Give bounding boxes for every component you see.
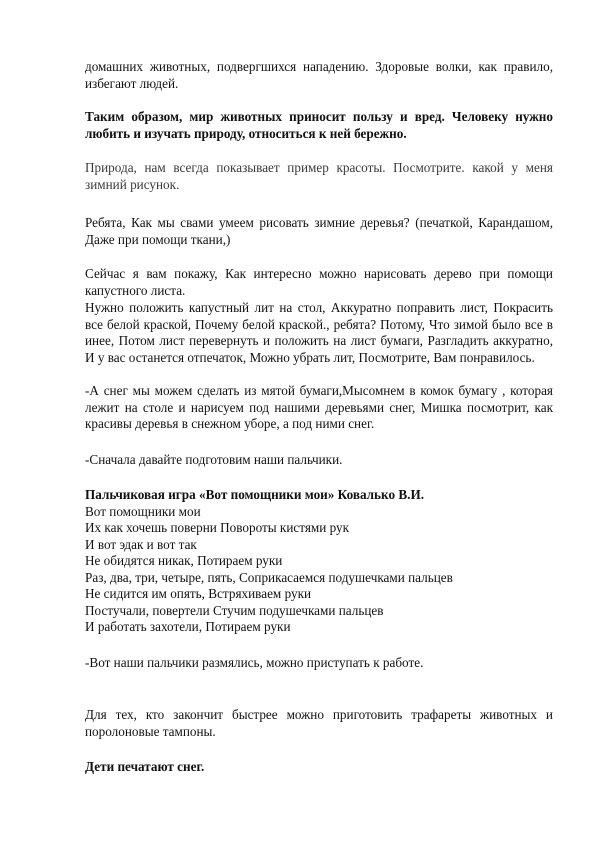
paragraph-drawing-question: Ребята, Как мы свами умеем рисовать зимние деревья? (печаткой, Карандашом, Даже при помощи ткани,): [85, 215, 553, 247]
paragraph-cabbage-intro: Сейчас я вам покажу, Как интересно можно нарисовать дерево при помощи капустного листа.: [85, 266, 553, 298]
finger-game-line: И работать захотели, Потираем руки: [85, 619, 291, 634]
paragraph-conclusion: Таким образом, мир животных приносит пользу и вред. Человеку нужно любить и изучать природу, относиться к ней бережно.: [85, 109, 553, 141]
finger-game-line: Вот помощники мои: [85, 503, 201, 519]
finger-game-line: Их как хочешь поверни Повороты кистями рук: [85, 520, 350, 535]
paragraph-faster-stencils: Для тех, кто закончит быстрее можно приготовить трафареты животных и поролоновые тампоны.: [85, 707, 553, 739]
paragraph-snow-paper: -А снег мы можем сделать из мятой бумаги,Мысомнем в комок бумагу , которая лежит на столе и нарисуем под нашими деревьями снег, Мишка посмотрит, как красивы деревья в снежном уборе, а под ними снег.: [85, 383, 553, 431]
finger-game-title: Пальчиковая игра «Вот помощники мои» Ковалько В.И.: [85, 487, 424, 502]
finger-game-section: [85, 487, 553, 636]
paragraph-cabbage-steps: Нужно положить капустный лит на стол, Аккуратно поправить лист, Покрасить все белой краской, Почему белой краской., ребята? Потому, Что зимой было все в инее, Потом лист перевернуть и положить на лист бумаги, Разгладить аккуратно, И у вас останется отпечаток, Можно убрать лит, Посмотрите, Вам понравилось.: [85, 300, 553, 365]
paragraph-wolves-end: домашних животных, подвергшихся нападению. Здоровые волки, как правило, избегают людей.: [85, 59, 553, 91]
paragraph-nature-beauty: Природа, нам всегда показывает пример красоты. Посмотрите. какой у меня зимний рисунок.: [85, 160, 553, 192]
paragraph-fingers-warmed: -Вот наши пальчики размялись, можно приступать к работе.: [85, 655, 424, 670]
finger-game-line: И вот эдак и вот так: [85, 536, 197, 552]
finger-game-line: Не обидятся никак, Потираем руки: [85, 553, 283, 568]
finger-game-line: Не сидится им опять, Встряхиваем руки: [85, 586, 312, 601]
paragraph-prepare-fingers: -Сначала давайте подготовим наши пальчики.: [85, 452, 343, 467]
finger-game-line: Постучали, повертели Стучим подушечками пальцев: [85, 602, 384, 618]
paragraph-kids-print-snow: Дети печатают снег.: [85, 759, 205, 774]
finger-game-line: Раз, два, три, четыре, пять, Соприкасаемся подушечками пальцев: [85, 569, 453, 585]
